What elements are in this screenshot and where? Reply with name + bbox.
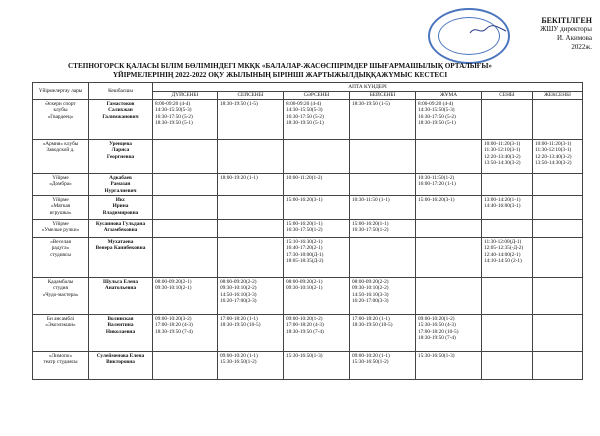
schedule-cell: [350, 196, 416, 220]
teacher-name-line: Гамастоков: [106, 100, 135, 107]
time-slot: 16:20-17:00(3-3): [352, 298, 389, 304]
schedule-cell: [284, 196, 350, 220]
schedule-cell: [416, 140, 482, 174]
schedule-cell: [153, 278, 218, 315]
schedule-cell: [153, 238, 218, 278]
group-name-cell: [33, 220, 89, 238]
group-name-line: «Веселая: [50, 238, 71, 245]
schedule-cell: [284, 238, 350, 278]
time-slot: 14:30-15:50(5-3): [418, 107, 455, 113]
day-header: ДҮЙСЕНБІ: [153, 91, 218, 100]
time-slot: 13:50-14:30(3-2): [484, 160, 521, 166]
time-slot: 18:30-19:50 (7-4): [155, 328, 193, 335]
group-name-line: «Армия» клубы: [42, 140, 79, 147]
time-slot: 16:00-17:20 (1-1): [418, 181, 456, 187]
schedule-cell: [218, 238, 284, 278]
group-name-cell: [33, 100, 89, 140]
teacher-name-line: Нургалиевич: [104, 187, 137, 194]
time-slot: 16:20-17:00(3-3): [220, 298, 257, 304]
group-name-line: студиясы: [50, 251, 71, 258]
time-slot: 15:00-16:20(3-1): [286, 196, 323, 203]
day-header: ЖЕКСЕНБІ: [533, 91, 583, 100]
schedule-cell: [482, 352, 533, 380]
col-teacher-header: Кешбасшы: [89, 83, 153, 100]
teacher-name-line: Владимировна: [102, 209, 139, 216]
time-slot: 10:30-11:50(1-2): [418, 174, 455, 181]
time-slot: 08:00-09:20(2-1): [155, 278, 192, 285]
time-slot: 11:30-12:10(3-1): [484, 147, 521, 153]
teacher-name-line: Галимжанович: [102, 113, 139, 120]
schedule-cell: [533, 278, 583, 315]
schedule-cell: [153, 352, 218, 380]
time-slot: 15:30-16:50(1-2): [220, 359, 257, 365]
schedule-cell: [533, 315, 583, 352]
group-name-line: Үйірме: [52, 196, 69, 203]
teacher-cell: [89, 352, 153, 380]
teacher-cell: [89, 196, 153, 220]
day-header: ЖҰМА: [416, 91, 482, 100]
time-slot: 18:30-19:50 (1-5): [220, 100, 258, 107]
schedule-cell: [482, 174, 533, 196]
group-name-line: Әскери спорт: [45, 100, 76, 107]
schedule-cell: [533, 100, 583, 140]
time-slot: 14:50-16:10(3-3): [220, 291, 257, 298]
schedule-cell: [218, 315, 284, 352]
teacher-name-line: Рамазан: [110, 181, 131, 187]
time-slot: 15:30-16:50 (4-3): [418, 322, 456, 328]
schedule-body: [33, 100, 583, 380]
approval-title: БЕКІТІЛГЕН: [541, 16, 592, 25]
time-slot: 18:05-18:35(Д-2): [286, 258, 324, 264]
title-line-2: ҮЙІРМЕЛЕРІНІҢ 2022-2022 ОҚУ ЖЫЛЫНЫҢ БІРІНШІ ЖАРТЫЖЫЛДЫҚҚАЖҮМЫС КЕСТЕСІ: [112, 70, 448, 79]
group-name-line: радуга»: [51, 245, 70, 251]
schedule-cell: [416, 220, 482, 238]
schedule-cell: [218, 140, 284, 174]
day-header: СЕНБІ: [482, 91, 533, 100]
group-name-line: Би ансамблі: [46, 315, 75, 322]
approval-date: 2022ж.: [571, 43, 592, 51]
schedule-cell: [218, 278, 284, 315]
schedule-cell: [533, 140, 583, 174]
time-slot: 12:20-13:40(3-2): [484, 153, 521, 160]
teacher-cell: [89, 315, 153, 352]
time-slot: 12:20-13:40(3-2): [535, 153, 572, 160]
schedule-cell: [284, 100, 350, 140]
table-row: [33, 220, 583, 238]
schedule-cell: [416, 100, 482, 140]
schedule-cell: [533, 174, 583, 196]
teacher-cell: [89, 238, 153, 278]
day-header: СЕЙСЕНБІ: [218, 91, 284, 100]
time-slot: 15:00-16:20(3-1): [418, 196, 455, 203]
time-slot: 15:00-16:20(1-1): [352, 220, 389, 227]
time-slot: 11:30-12:10(3-1): [535, 147, 572, 153]
time-slot: 16:30-17:50(1-2): [286, 227, 323, 233]
schedule-cell: [350, 174, 416, 196]
schedule-table: [32, 82, 583, 380]
teacher-cell: [89, 174, 153, 196]
table-row: [33, 278, 583, 315]
time-slot: 08:00-09:20(2-2): [220, 278, 257, 285]
col-group-header: Үйірмелертау лары: [33, 83, 89, 100]
group-name-line: Үйірме: [52, 174, 69, 181]
time-slot: 14:30-15:50(5-3): [155, 107, 192, 113]
schedule-cell: [218, 100, 284, 140]
schedule-cell: [482, 278, 533, 315]
table-row: [33, 174, 583, 196]
group-name-line: Үйірме: [52, 220, 69, 227]
group-name-cell: [33, 238, 89, 278]
teacher-name-line: Салихжан: [108, 107, 133, 113]
time-slot: 16:30-17:50 (5-2): [286, 113, 324, 120]
group-name-cell: [33, 352, 89, 380]
teacher-name-line: Анатольевна: [104, 285, 137, 291]
time-slot: 15:30-16:50(1-3): [418, 352, 455, 359]
time-slot: 13:00-14:20(1-1): [484, 196, 521, 203]
approval-signer: И. Акимова: [556, 34, 592, 42]
time-slot: 09:30-10:10(2-1): [286, 285, 323, 291]
time-slot: 09:00-10:20(1-2): [418, 315, 455, 322]
schedule-cell: [482, 140, 533, 174]
time-slot: 15:10-16:30(2-1): [286, 238, 323, 245]
teacher-name-line: Сулейменова Елена: [96, 352, 145, 359]
time-slot: 10:00-11:20(3-1): [484, 140, 521, 147]
time-slot: 09:00-10:20 (1-1): [220, 352, 258, 359]
schedule-cell: [350, 220, 416, 238]
approval-director: ЖШУ директоры: [540, 25, 592, 33]
schedule-cell: [350, 315, 416, 352]
time-slot: 17:00-18:20 (1-1): [220, 315, 258, 322]
schedule-cell: [416, 352, 482, 380]
group-name-line: «Гвардеец»: [47, 113, 74, 120]
time-slot: 14:50-16:10(3-3): [352, 291, 389, 298]
time-slot: 09:30-10:10(2-2): [220, 285, 257, 291]
schedule-cell: [218, 196, 284, 220]
time-slot: 18:30-19:50 (10-5): [352, 322, 393, 328]
time-slot: 09:30-10:10(2-1): [155, 285, 192, 291]
table-row: [33, 315, 583, 352]
teacher-name-line: Лариса: [111, 147, 130, 153]
schedule-cell: [416, 315, 482, 352]
schedule-cell: [482, 220, 533, 238]
time-slot: 17:00-18:20 (1-1): [352, 315, 390, 322]
group-name-cell: [33, 196, 89, 220]
teacher-name-line: Волинская: [107, 315, 134, 322]
table-row: [33, 196, 583, 220]
schedule-cell: [533, 352, 583, 380]
schedule-cell: [533, 220, 583, 238]
teacher-name-line: Викторовна: [106, 359, 135, 365]
teacher-cell: [89, 220, 153, 238]
day-header: СӘРСЕНБІ: [284, 91, 350, 100]
table-row: [33, 238, 583, 278]
time-slot: 17:30-18:00(Д-1): [286, 251, 324, 258]
schedule-cell: [284, 174, 350, 196]
group-name-line: «Лимопо»: [48, 352, 73, 359]
teacher-name-line: Георгиевна: [106, 153, 135, 160]
schedule-cell: [350, 238, 416, 278]
header-row-1: [33, 83, 583, 92]
schedule-cell: [218, 174, 284, 196]
time-slot: 10:00-11:20(1-2): [286, 174, 323, 181]
group-name-line: игрушка»: [49, 209, 72, 216]
schedule-cell: [416, 278, 482, 315]
schedule-cell: [416, 238, 482, 278]
group-name-line: Қадамбалы: [47, 278, 74, 285]
teacher-name-line: Уренцева: [109, 140, 132, 147]
group-name-line: клубы: [53, 107, 68, 113]
time-slot: 18:30-19:50 (5-1): [155, 120, 193, 126]
time-slot: 15:30-16:50(1-3): [286, 352, 323, 359]
time-slot: 17:00-18:20 (10-5): [418, 328, 459, 335]
schedule-cell: [482, 315, 533, 352]
time-slot: 14:40-16:00(3-1): [484, 203, 521, 209]
schedule-cell: [350, 352, 416, 380]
time-slot: 13:50-14:30(3-2): [535, 160, 572, 166]
time-slot: 12:40-14:00(2-1): [484, 251, 521, 258]
schedule-cell: [153, 315, 218, 352]
group-name-line: «Домбра»: [49, 181, 72, 187]
group-name-line: «Чудо-мастера»: [42, 291, 79, 298]
time-slot: 8:00-09:20 (4-4): [155, 100, 191, 107]
approval-block: [480, 16, 592, 52]
time-slot: 15:00-16:20(1-1): [286, 220, 323, 227]
time-slot: 08:00-09:20(2-2): [352, 278, 389, 285]
document-title: [30, 62, 530, 79]
schedule-cell: [218, 220, 284, 238]
schedule-cell: [350, 100, 416, 140]
schedule-cell: [416, 174, 482, 196]
time-slot: 16:30-17:50 (5-2): [155, 113, 193, 120]
time-slot: 8:00-09:20 (4-4): [418, 100, 454, 107]
schedule-cell: [482, 196, 533, 220]
time-slot: 16:40-17:20(2-1): [286, 245, 323, 251]
teacher-cell: [89, 278, 153, 315]
schedule-cell: [153, 174, 218, 196]
time-slot: 09:00-10:20 (1-1): [352, 352, 390, 359]
group-name-line: студия: [53, 285, 68, 291]
group-name-line: театр студиясы: [43, 359, 78, 365]
time-slot: 14:10-14:50 (2-1): [484, 258, 522, 264]
time-slot: 16:30-17:50(1-2): [352, 227, 389, 233]
time-slot: 09:00-10:20(3-2): [155, 315, 192, 322]
time-slot: 10:30-11:50 (1-1): [352, 196, 390, 203]
time-slot: 15:30-16:50(1-2): [352, 359, 389, 365]
time-slot: 17:00-18:20 (4-3): [286, 322, 324, 328]
schedule-cell: [284, 315, 350, 352]
group-name-line: Заводской д.: [46, 147, 75, 153]
schedule-cell: [482, 100, 533, 140]
group-name-line: «Умелые ручки»: [41, 227, 80, 233]
table-row: [33, 140, 583, 174]
time-slot: 18:30-19:50 (10-5): [220, 322, 261, 328]
teacher-name-line: Икс: [115, 196, 126, 203]
group-name-line: «Мягкая: [50, 203, 71, 209]
schedule-cell: [350, 140, 416, 174]
time-slot: 10:00-11:20(3-1): [535, 140, 572, 147]
schedule-cell: [416, 196, 482, 220]
schedule-cell: [284, 220, 350, 238]
schedule-cell: [533, 238, 583, 278]
schedule-cell: [284, 278, 350, 315]
time-slot: 12:05-12:35(-Д-2): [484, 245, 524, 251]
schedule-cell: [153, 196, 218, 220]
schedule-cell: [533, 196, 583, 220]
teacher-name-line: Николаевна: [105, 328, 136, 335]
time-slot: 18:30-19:50 (5-1): [286, 120, 324, 126]
table-row: [33, 352, 583, 380]
time-slot: 17:00-18:20 (4-3): [155, 322, 193, 328]
day-header: БЕЙСЕНБІ: [350, 91, 416, 100]
group-name-cell: [33, 278, 89, 315]
time-slot: 18:30-19:50 (1-5): [352, 100, 390, 107]
table-row: [33, 100, 583, 140]
time-slot: 09:00-10:20(1-2): [286, 315, 323, 322]
teacher-cell: [89, 100, 153, 140]
teacher-name-line: Агзамбековна: [103, 227, 138, 233]
group-name-cell: [33, 140, 89, 174]
group-name-cell: [33, 315, 89, 352]
teacher-name-line: Мухатаева: [107, 238, 134, 245]
schedule-cell: [350, 278, 416, 315]
teacher-cell: [89, 140, 153, 174]
time-slot: 8:00-09:20 (4-4): [286, 100, 322, 107]
teacher-name-line: Кусаинова Гульдана: [95, 220, 146, 227]
week-header: АПТА КҮНДЕРІ: [153, 83, 583, 92]
time-slot: 14:30-15:50(5-3): [286, 107, 323, 113]
teacher-name-line: Ирина: [112, 203, 129, 209]
teacher-name-line: Валентина: [107, 322, 134, 328]
schedule-cell: [482, 238, 533, 278]
time-slot: 18:30-19:50 (7-4): [418, 335, 456, 341]
group-name-line: «Экоэлэкши»: [45, 322, 76, 328]
teacher-name-line: Шульга Елена: [102, 278, 139, 285]
schedule-cell: [284, 352, 350, 380]
time-slot: 09:30-10:10(2-2): [352, 285, 389, 291]
schedule-cell: [284, 140, 350, 174]
time-slot: 18:30-19:50 (7-4): [286, 328, 324, 335]
time-slot: 08:00-09:20(2-1): [286, 278, 323, 285]
schedule-cell: [153, 220, 218, 238]
schedule-cell: [218, 352, 284, 380]
title-line-1: СТЕПНОГОРСК ҚАЛАСЫ БІЛІМ БӨЛІМІНДЕГІ МКҚК «БАЛАЛАР-ЖАСӨСПІРІМДЕР ШЫҒАРМАШЫЛЫҚ ОРТАЛЫҒЫ»: [67, 62, 493, 70]
time-slot: 18:00-19:20 (1-1): [220, 174, 258, 181]
teacher-name-line: Адкабаев: [109, 174, 132, 181]
time-slot: 11:30-12:00(Д-1): [484, 238, 522, 245]
group-name-cell: [33, 174, 89, 196]
time-slot: 18:30-19:50 (5-1): [418, 120, 456, 126]
schedule-cell: [153, 100, 218, 140]
schedule-cell: [153, 140, 218, 174]
time-slot: 16:30-17:50 (5-2): [418, 113, 456, 120]
teacher-name-line: Венера Канибековна: [95, 245, 146, 251]
